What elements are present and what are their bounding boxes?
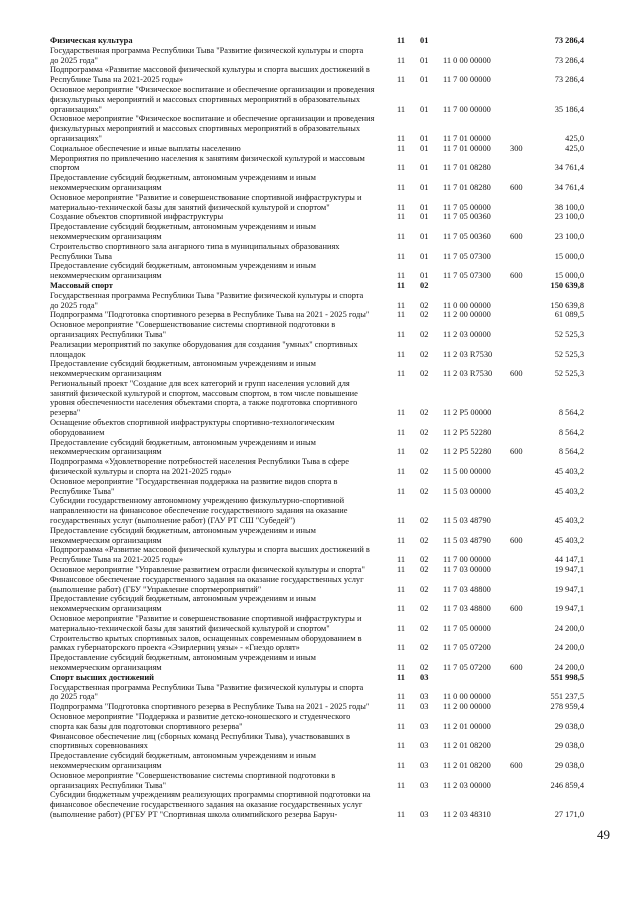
amount: 44 147,1 <box>554 555 584 565</box>
target-article-code: 11 7 00 00000 <box>443 555 491 565</box>
subsection-code: 02 <box>420 604 429 614</box>
subsection-code: 02 <box>420 663 429 672</box>
row-name: Предоставление субсидий бюджетным, автономным учреждениям и иным некоммерческим организациям <box>50 594 316 614</box>
row-name: Создание объектов спортивной инфраструктуры <box>50 212 224 222</box>
subsection-code: 02 <box>420 555 429 565</box>
row-name: Основное мероприятие "Совершенствование системы спортивной подготовки в организациях Республики Тыва" <box>50 320 336 339</box>
target-article-code: 11 2 03 R7530 <box>443 349 493 359</box>
target-article-code: 11 0 00 00000 <box>443 300 491 310</box>
row-name: Предоставление субсидий бюджетным, автономным учреждениям и иным некоммерческим организациям <box>50 653 316 672</box>
section-code: 11 <box>397 369 406 379</box>
table-row <box>50 526 584 546</box>
row-name: Государственная программа Республики Тыва "Развитие физической культуры и спорта до 2025 года" <box>50 45 364 65</box>
target-article-code: 11 7 05 07200 <box>443 643 491 653</box>
row-name: Основное мероприятие "Государственная поддержка на развитие видов спорта в Республике Тыва" <box>50 476 338 496</box>
section-code: 11 <box>397 212 406 222</box>
target-article-code: 11 0 00 00000 <box>443 55 491 65</box>
subsection-code: 01 <box>420 55 429 65</box>
table-row <box>50 712 584 732</box>
subsection-code: 03 <box>420 672 429 682</box>
target-article-code: 11 2 P5 52280 <box>443 447 492 457</box>
subsection-code: 03 <box>420 760 429 770</box>
amount: 150 639,8 <box>550 300 584 310</box>
amount: 19 947,1 <box>554 604 584 614</box>
subsection-code: 02 <box>420 516 429 526</box>
amount: 551 237,5 <box>550 692 584 702</box>
section-code: 11 <box>397 623 406 633</box>
section-code: 11 <box>397 36 405 45</box>
table-row <box>50 242 584 262</box>
section-code: 11 <box>397 408 406 418</box>
section-code: 11 <box>397 231 406 241</box>
subsection-code: 03 <box>420 692 429 702</box>
amount: 45 403,2 <box>554 516 584 526</box>
table-row <box>50 193 584 213</box>
target-article-code: 11 7 05 00000 <box>443 623 491 633</box>
table-row <box>50 418 584 438</box>
target-article-code: 11 2 00 00000 <box>443 310 491 320</box>
subsection-code: 01 <box>420 104 429 114</box>
amount: 38 100,0 <box>554 202 584 212</box>
subsection-code: 02 <box>420 349 429 359</box>
subsection-code: 03 <box>420 809 429 819</box>
subsection-code: 01 <box>420 231 429 241</box>
row-name: Подпрограмма «Развитие массовой физической культуры и спорта высших достижений в Республике Тыва на 2021-2025 годы» <box>50 545 370 565</box>
target-article-code: 11 7 05 00360 <box>443 231 491 241</box>
amount: 246 859,4 <box>550 780 584 790</box>
expense-type-code: 600 <box>510 604 523 614</box>
row-name: Финансовое обеспечение лиц (сборных команд Республики Тыва), участвовавших в спортивных соревнованиях <box>50 731 350 751</box>
table-row <box>50 790 584 819</box>
section-code: 11 <box>397 329 406 339</box>
section-code: 11 <box>397 271 406 281</box>
row-name: Мероприятия по привлечению населения к занятиям физической культурой и массовым спортом <box>50 153 365 173</box>
section-code: 11 <box>397 565 406 575</box>
amount: 52 525,3 <box>554 369 584 379</box>
row-name: Основное мероприятие "Физическое воспитание и обеспечение организации и проведения физкультурных мероприятий и массовых спортивных мероприятий в образовательных организациях" <box>50 84 375 114</box>
target-article-code: 11 5 03 00000 <box>443 486 491 496</box>
target-article-code: 11 7 03 48800 <box>443 584 491 594</box>
table-row <box>50 653 584 673</box>
section-code: 11 <box>397 467 406 477</box>
amount: 34 761,4 <box>554 163 584 173</box>
row-name: Предоставление субсидий бюджетным, автономным учреждениям и иным некоммерческим организациям <box>50 437 316 457</box>
subsection-code: 02 <box>420 535 429 545</box>
amount: 425,0 <box>565 143 584 153</box>
table-row <box>50 751 584 771</box>
row-name: Основное мероприятие "Совершенствование системы спортивной подготовки в организациях Республики Тыва" <box>50 770 336 790</box>
row-name: Подпрограмма "Подготовка спортивного резерва в Республике Тыва на 2021 - 2025 годы" <box>50 702 370 712</box>
amount: 29 038,0 <box>554 760 584 770</box>
section-code: 11 <box>397 251 406 261</box>
subsection-code: 02 <box>420 467 429 477</box>
section-code: 11 <box>397 760 406 770</box>
table-row <box>50 212 584 222</box>
table-row <box>50 173 584 193</box>
row-name: Предоставление субсидий бюджетным, автономным учреждениям и иным некоммерческим организациям <box>50 525 316 545</box>
amount: 24 200,0 <box>554 623 584 633</box>
section-code: 11 <box>397 643 406 653</box>
target-article-code: 11 2 P5 00000 <box>443 408 492 418</box>
table-row <box>50 594 584 614</box>
amount: 8 564,2 <box>558 447 584 457</box>
target-article-code: 11 5 00 00000 <box>443 467 491 477</box>
amount: 27 171,0 <box>554 809 584 819</box>
section-code: 11 <box>397 584 406 594</box>
table-row <box>50 575 584 595</box>
amount: 19 947,1 <box>554 565 584 575</box>
target-article-code: 11 0 00 00000 <box>443 692 491 702</box>
table-row <box>50 614 584 634</box>
row-name: Основное мероприятие "Управление развитием отрасли физической культуры и спорта" <box>50 565 365 575</box>
expense-type-code: 300 <box>510 143 523 153</box>
expense-type-code: 600 <box>510 231 523 241</box>
table-row <box>50 683 584 703</box>
section-code: 11 <box>397 721 406 731</box>
subsection-code: 02 <box>420 623 429 633</box>
row-name: Социальное обеспечение и иные выплаты населению <box>50 143 241 153</box>
subsection-code: 02 <box>420 584 429 594</box>
target-article-code: 11 7 01 00000 <box>443 143 491 153</box>
row-name: Подпрограмма "Подготовка спортивного резерва в Республике Тыва на 2021 - 2025 годы" <box>50 310 370 320</box>
section-code: 11 <box>397 604 406 614</box>
section-code: 11 <box>397 55 406 65</box>
subsection-code: 01 <box>420 212 429 222</box>
section-code: 11 <box>397 486 406 496</box>
subsection-code: 01 <box>420 271 429 281</box>
subsection-code: 03 <box>420 741 429 751</box>
row-name: Спорт высших достижений <box>50 672 155 682</box>
target-article-code: 11 7 03 00000 <box>443 565 491 575</box>
amount: 15 000,0 <box>554 271 584 281</box>
subsection-code: 01 <box>420 143 429 153</box>
row-name: Финансовое обеспечение государственного задания на оказание государственных услуг (выполнение работ) (ГБУ "Управление спортмероприятий" <box>50 574 364 594</box>
row-name: Предоставление субсидий бюджетным, автономным учреждениям и иным некоммерческим организациям <box>50 173 316 192</box>
amount: 23 100,0 <box>554 231 584 241</box>
target-article-code: 11 7 05 07200 <box>443 663 491 672</box>
amount: 278 959,4 <box>550 702 584 712</box>
target-article-code: 11 2 01 08200 <box>443 760 491 770</box>
table-row <box>50 291 584 311</box>
amount: 61 089,5 <box>554 310 584 320</box>
target-article-code: 11 7 00 00000 <box>443 75 491 85</box>
amount: 34 761,4 <box>554 182 584 192</box>
amount: 551 998,5 <box>550 672 584 682</box>
section-code: 11 <box>397 280 405 290</box>
section-code: 11 <box>397 310 406 320</box>
row-name: Предоставление субсидий бюджетным, автономным учреждениям и иным некоммерческим организациям <box>50 751 316 770</box>
subsection-code: 01 <box>420 251 429 261</box>
row-name: Массовый спорт <box>50 280 113 290</box>
row-name: Государственная программа Республики Тыва "Развитие физической культуры и спорта до 2025 года" <box>50 290 364 310</box>
section-code: 11 <box>397 427 406 437</box>
amount: 150 639,8 <box>550 280 584 290</box>
section-code: 11 <box>397 104 406 114</box>
row-name: Подпрограмма «Удовлетворение потребностей населения Республики Тыва в сфере физической культуры и спорта на 2021-2025 годы» <box>50 457 349 477</box>
section-code: 11 <box>397 663 406 672</box>
target-article-code: 11 7 05 00360 <box>443 212 491 222</box>
row-name: Региональный проект "Создание для всех категорий и групп населения условий для занятий физической культурой и спортом, массовым спортом, в том числе повышение уровня обеспеченности населения объектами спорта, а также подготовка спортивного резерва" <box>50 378 358 418</box>
row-name: Строительство крытых спортивных залов, оснащенных современным оборудованием в рамках губернаторского проекта «Эзирлерниң уязы» - «Гнездо орлят» <box>50 633 362 653</box>
table-row <box>50 457 584 477</box>
budget-table <box>50 36 584 820</box>
row-name: Предоставление субсидий бюджетным, автономным учреждениям и иным некоммерческим организациям <box>50 261 316 281</box>
target-article-code: 11 5 03 48790 <box>443 535 491 545</box>
row-name: Реализации мероприятий по закупке оборудования для создания "умных" спортивных площадок <box>50 339 358 359</box>
table-row <box>50 477 584 497</box>
target-article-code: 11 2 01 00000 <box>443 721 491 731</box>
amount: 35 186,4 <box>554 104 584 114</box>
expense-type-code: 600 <box>510 182 523 192</box>
target-article-code: 11 2 00 00000 <box>443 702 491 712</box>
expense-type-code: 600 <box>510 369 523 379</box>
section-code: 11 <box>397 555 406 565</box>
section-code: 11 <box>397 182 406 192</box>
section-code: 11 <box>397 163 406 173</box>
table-row <box>50 85 584 114</box>
row-name: Основное мероприятие "Развитие и совершенствование спортивной инфраструктуры и материально-технической базы для занятий физической культурой и спортом" <box>50 192 362 212</box>
table-row <box>50 732 584 752</box>
section-code: 11 <box>397 692 406 702</box>
amount: 15 000,0 <box>554 251 584 261</box>
amount: 45 403,2 <box>554 467 584 477</box>
target-article-code: 11 7 05 07300 <box>443 271 491 281</box>
amount: 29 038,0 <box>554 741 584 751</box>
amount: 29 038,0 <box>554 721 584 731</box>
subsection-code: 01 <box>420 36 429 45</box>
section-code: 11 <box>397 516 406 526</box>
amount: 8 564,2 <box>558 427 584 437</box>
table-row <box>50 222 584 242</box>
table-row <box>50 634 584 654</box>
section-heading-row <box>50 36 584 46</box>
target-article-code: 11 2 03 R7530 <box>443 369 493 379</box>
subsection-code: 02 <box>420 408 429 418</box>
subsection-code: 01 <box>420 202 429 212</box>
section-code: 11 <box>397 133 406 143</box>
section-code: 11 <box>397 741 406 751</box>
section-heading-row <box>50 281 584 291</box>
subsection-code: 02 <box>420 280 429 290</box>
target-article-code: 11 7 05 07300 <box>443 251 491 261</box>
row-name: Физическая культура <box>50 36 133 45</box>
subsection-code: 02 <box>420 643 429 653</box>
expense-type-code: 600 <box>510 447 523 457</box>
amount: 24 200,0 <box>554 643 584 653</box>
target-article-code: 11 7 03 48800 <box>443 604 491 614</box>
section-code: 11 <box>397 702 406 712</box>
section-code: 11 <box>397 672 405 682</box>
table-row <box>50 310 584 320</box>
subsection-code: 01 <box>420 133 429 143</box>
subsection-code: 02 <box>420 369 429 379</box>
table-row <box>50 154 584 174</box>
table-row <box>50 496 584 525</box>
subsection-code: 02 <box>420 310 429 320</box>
section-code: 11 <box>397 75 406 85</box>
table-row <box>50 46 584 66</box>
row-name: Государственная программа Республики Тыва "Развитие физической культуры и спорта до 2025 года" <box>50 682 364 702</box>
section-code: 11 <box>397 535 406 545</box>
section-code: 11 <box>397 349 406 359</box>
section-heading-row <box>50 673 584 683</box>
table-row <box>50 545 584 565</box>
target-article-code: 11 5 03 48790 <box>443 516 491 526</box>
row-name: Предоставление субсидий бюджетным, автономным учреждениям и иным некоммерческим организациям <box>50 222 316 241</box>
target-article-code: 11 2 03 00000 <box>443 780 491 790</box>
row-name: Предоставление субсидий бюджетным, автономным учреждениям и иным некоммерческим организациям <box>50 359 316 379</box>
section-code: 11 <box>397 202 406 212</box>
amount: 45 403,2 <box>554 486 584 496</box>
target-article-code: 11 2 03 48310 <box>443 809 491 819</box>
subsection-code: 01 <box>420 75 429 85</box>
expense-type-code: 600 <box>510 271 523 281</box>
target-article-code: 11 2 03 00000 <box>443 329 491 339</box>
subsection-code: 02 <box>420 329 429 339</box>
section-code: 11 <box>397 300 406 310</box>
table-row <box>50 702 584 712</box>
table-row <box>50 114 584 143</box>
subsection-code: 02 <box>420 447 429 457</box>
amount: 73 286,4 <box>554 36 584 45</box>
table-row <box>50 771 584 791</box>
subsection-code: 02 <box>420 300 429 310</box>
amount: 8 564,2 <box>558 408 584 418</box>
table-row <box>50 565 584 575</box>
target-article-code: 11 7 01 08280 <box>443 182 491 192</box>
amount: 425,0 <box>565 133 584 143</box>
row-name: Строительство спортивного зала ангарного типа в муниципальных образованиях Республики Тыва <box>50 241 340 261</box>
expense-type-code: 600 <box>510 535 523 545</box>
amount: 73 286,4 <box>554 75 584 85</box>
page-number: 49 <box>597 827 610 842</box>
row-name: Основное мероприятие "Развитие и совершенствование спортивной инфраструктуры и материально-технической базы для занятий физической культурой и спортом" <box>50 614 362 633</box>
subsection-code: 02 <box>420 427 429 437</box>
subsection-code: 03 <box>420 721 429 731</box>
amount: 24 200,0 <box>554 663 584 672</box>
target-article-code: 11 7 05 00000 <box>443 202 491 212</box>
subsection-code: 01 <box>420 182 429 192</box>
amount: 73 286,4 <box>554 55 584 65</box>
subsection-code: 02 <box>420 486 429 496</box>
row-name: Основное мероприятие "Физическое воспитание и обеспечение организации и проведения физкультурных мероприятий и массовых спортивных мероприятий в образовательных организациях" <box>50 114 375 143</box>
table-row <box>50 379 584 418</box>
subsection-code: 03 <box>420 780 429 790</box>
amount: 52 525,3 <box>554 349 584 359</box>
subsection-code: 01 <box>420 163 429 173</box>
section-code: 11 <box>397 780 406 790</box>
target-article-code: 11 7 01 08280 <box>443 163 491 173</box>
table-row <box>50 359 584 379</box>
section-code: 11 <box>397 447 406 457</box>
table-row <box>50 438 584 458</box>
row-name: Подпрограмма «Развитие массовой физической культуры и спорта высших достижений в Республике Тыва на 2021-2025 годы» <box>50 65 370 85</box>
table-row <box>50 144 584 154</box>
row-name: Основное мероприятие "Поддержка и развитие детско-юношеского и студенческого спорта как базы для подготовки спортивного резерва" <box>50 711 351 731</box>
amount: 45 403,2 <box>554 535 584 545</box>
row-name: Субсидии государственному автономному учреждению физкультурно-спортивной направленности на финансовое обеспечение государственного задания на оказание государственных услуг (выполнение работ) (ГАУ РТ СШ "Субедей") <box>50 496 348 526</box>
row-name: Оснащение объектов спортивной инфраструктуры спортивно-технологическим оборудованием <box>50 418 335 437</box>
target-article-code: 11 7 01 00000 <box>443 133 491 143</box>
table-row <box>50 320 584 340</box>
amount: 23 100,0 <box>554 212 584 222</box>
subsection-code: 03 <box>420 702 429 712</box>
section-code: 11 <box>397 143 406 153</box>
target-article-code: 11 7 00 00000 <box>443 104 491 114</box>
row-name: Субсидии бюджетным учреждениям реализующих программы спортивной подготовки на финансовое обеспечение государственного задания на оказание государственных услуг (выполнение работ) (РГБУ РТ "Спортивная школа олимпийского резерва Барун- <box>50 790 371 819</box>
section-code: 11 <box>397 809 406 819</box>
expense-type-code: 600 <box>510 663 523 672</box>
table-row <box>50 261 584 281</box>
amount: 52 525,3 <box>554 329 584 339</box>
table-row <box>50 340 584 360</box>
target-article-code: 11 2 01 08200 <box>443 741 491 751</box>
subsection-code: 02 <box>420 565 429 575</box>
table-row <box>50 65 584 85</box>
amount: 19 947,1 <box>554 584 584 594</box>
expense-type-code: 600 <box>510 760 523 770</box>
target-article-code: 11 2 P5 52280 <box>443 427 492 437</box>
